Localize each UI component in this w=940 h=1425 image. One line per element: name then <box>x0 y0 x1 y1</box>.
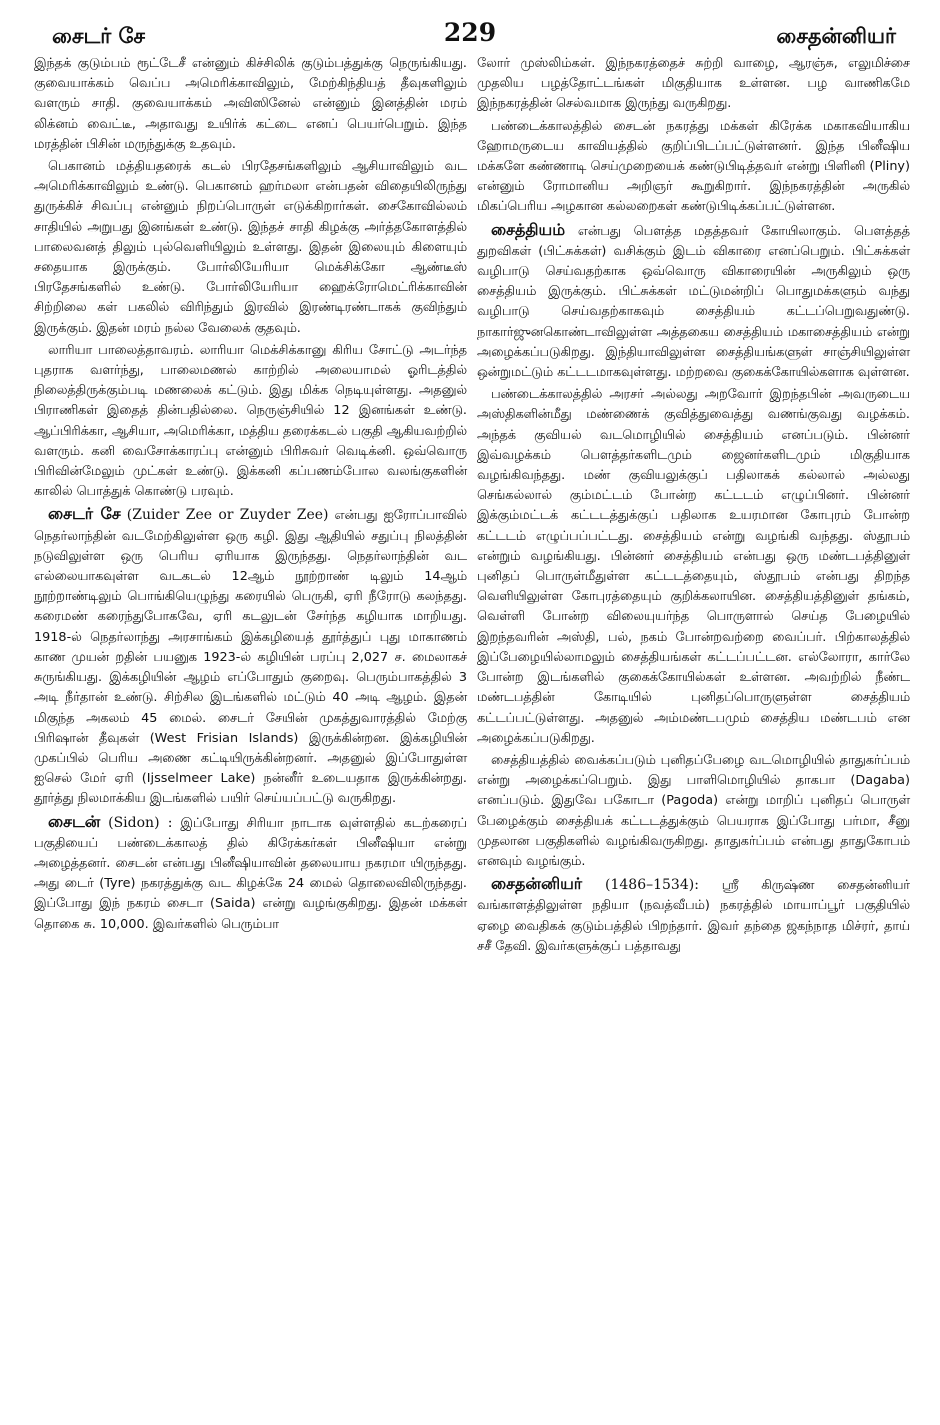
paragraph: சைத்தியத்தில் வைக்கப்படும் புனிதப்பேழை வடமொழியில் தாதுகர்ப்பம் என்று அழைக்கப்பெறும். இது பாளிமொழியில் தாகபா (Dagaba) எனப்படும். இதுவே பகோடா (Pagoda) என்று மாறிப் புனிதப் பொருள் பேழைக்கும் சைத்தியக் கட்டடத்துக்கும் பெயராக இப்போது பர்மா, சீனு முதலான பகுதிகளில் வழங்கிவருகிறது. தாதுகர்ப்பம் என்பது தாதுகோபம் எனவும் வழங்கும். <box>477 752 910 869</box>
entry-headword: சைத்தியம் <box>491 219 566 239</box>
paragraph: பண்டைக்காலத்தில் அரசர் அல்லது அறவோர் இறந்தபின் அவருடைய அஸ்திகளின்மீது மண்ணைக் குவித்துவைத்து வணங்குவது வழக்கம். அந்தக் குவியல் வடமொழியில் சைத்தியம் எனப்படும். பின்னர் இவ்வழக்கம் பௌத்தர்களிடமும் ஜைனர்களிடமும் மிகுதியாக வழங்கிவந்தது. மண் குவியலுக்குப் பதிலாகக் கல்லால் அல்லது செங்கல்லால் கும்மட்டம் போன்ற கட்டடம் எழுப்பினர். பின்னர் இக்கும்மட்டக் கட்டடத்துக்குப் பதிலாக உயரமான கோபுரம் போன்ற கட்டடம் எழுப்பப்பட்டது. சைத்தியம் என்று வழங்கி வந்தது. ஸ்தூபம் என்றும் வழங்கியது. பின்னர் சைத்தியம் என்பது ஒரு மண்டபத்தினுள் புனிதப் பொருள்மீதுள்ள கட்டடத்தையும், ஸ்தூபம் என்பது திறந்த வெளியிலுள்ள கோபுரத்தையும் குறிக்கலாயின. சைத்தியத்தினுள் தங்கம், வெள்ளி போன்ற விலையுயர்ந்த பொருளால் செய்த பேழையில் இறந்தவரின் அஸ்தி, பல், நகம் போன்றவற்றை வைப்பர். பிற்காலத்தில் இப்பேழையில்லாமலும் சைத்தியங்கள் கட்டப்பட்டன. எல்லோரா, கார்லே போன்ற இடங்களில் குகைக்கோயில்கள் உள்ளன. அவற்றில் நீண்ட மண்டபத்தின் கோடியில் புனிதப்பொருளுள்ள சைத்தியம் கட்டப்பட்டுள்ளது. அதனுல் அம்மண்டபமும் சைத்திய மண்டபம் என அழைக்கப்படுகிறது. <box>477 387 910 746</box>
entry-text: ஸ்ரீ கிருஷ்ண சைதன்னியர் வங்காளத்திலுள்ள நதியா (நவத்வீபம்) நகரத்தில் மாயாப்பூர் பகுதியில் ஏழை வைதிகக் குடும்பத்தில் பிறந்தார். இவர் தந்தை ஜகந்நாத மிச்ரர், தாய் சசீ தேவி. இவர்களுக்குப் பத்தாவது <box>477 878 910 954</box>
left-column <box>34 54 467 959</box>
entry-chaitanya <box>477 874 910 957</box>
page-header <box>22 0 918 54</box>
entry-sidon <box>34 812 467 935</box>
entry-subtitle: (Zuider Zee or Zuyder Zee) <box>126 507 329 524</box>
paragraph: பண்டைக்காலத்தில் சைடன் நகரத்து மக்கள் கிரேக்க மகாகவியாகிய ஹோமருடைய காவியத்தில் குறிப்பிடப்பட்டுள்ளனர். இந்த பினீஷிய மக்களே கண்ணாடி செய்முறையைக் கண்டுபிடித்தவர் என்று பிளினி (Pliny) என்னும் ரோமானிய அறிஞர் கூறுகிறார். இந்நகரத்தின் அருகில் மிகப்பெரிய அழகான கல்லறைகள் கண்டுபிடிக்கப்பட்டுள்ளன. <box>477 118 910 215</box>
entry-text: என்பது பௌத்த மதத்தவர் கோயிலாகும். பௌத்தத் துறவிகள் (பிட்சுக்கள்) வசிக்கும் இடம் விகாரை எனப்பெறும். பிட்சுக்கள் வழிபாடு செய்வதற்காக ஒவ்வொரு விகாரையின் அருகிலும் ஒரு சைத்தியம் இருக்கும். பிட்சுக்கள் மட்டுமன்றிப் பொதுமக்களும் வந்து வழிபாடு செய்வதற்காகவும் சைத்தியம் கட்டப்பெறுவதுண்டு. நாகார்ஜுனகொண்டாவிலுள்ள அத்தகைய சைத்தியம் மகாசைத்தியம் என்று அழைக்கப்படுகிறது. இந்தியாவிலுள்ள சைத்தியங்களுள் சாஞ்சியிலுள்ள ஒன்றுமட்டும் கட்டடமாகவுள்ளது. மற்றவை குகைக்கோயில்களாக வுள்ளன. <box>477 223 910 381</box>
entry-headword: சைடர் சே <box>48 504 121 524</box>
entry-subtitle: (Sidon) : <box>108 814 173 831</box>
entry-headword: சைதன்னியர் <box>491 874 583 894</box>
page-number: 229 <box>443 18 497 47</box>
entry-subtitle: (1486–1534): <box>605 877 699 894</box>
entry-zuider-zee <box>34 504 467 809</box>
right-column <box>477 54 910 959</box>
entry-headword: சைடன் <box>48 811 101 831</box>
two-column-body <box>22 54 918 959</box>
entry-text: இப்போது சிரியா நாடாக வுள்ளதில் கடற்கரைப் பகுதியைப் பண்டைக்காலத் தில் கிரேக்கர்கள் பினீஷியா என்று அழைத்தனர். சைடன் என்பது பினீஷியாவின் தலையாய நகரமா யிருந்தது. அது டைர் (Tyre) நகரத்துக்கு வட கிழக்கே 24 மைல் தொலைவிலிருந்தது. இப்போது இந் நகரம் சைடா (Saida) என்று வழங்குகிறது. இதன் மக்கள் தொகை சு. 10,000. இவர்களில் பெரும்பா <box>34 815 467 932</box>
running-head-left: சைடர் சே <box>52 24 146 48</box>
paragraph: லாரியா பாலைத்தாவரம். லாரியா மெக்சிக்கானு கிரிய சோட்டு அடர்ந்த புதராக வளர்ந்து, பாலைமணல் காற்றில் அலையாமல் ஓரிடத்தில் நிலைத்திருக்கும்படி மணலைக் கட்டும். இது மிக்க நெடியுள்ளது. அதனுல் பிராணிகள் இதைத் தின்பதில்லை. நெருஞ்சியில் 12 இனங்கள் உண்டு. ஆப்பிரிக்கா, ஆசியா, அமெரிக்கா, மத்திய தரைக்கடல் பகுதி ஆகியவற்றில் வளரும். கனி வைசோக்காரப்பு என்னும் பிரிசுவர் வெடிக்னி. ஒவ்வொரு பிரிவின்மேலும் முட்கள் உண்டு. இக்கனி கப்பணம்போல வலங்குகளின் காலில் பொத்துக் கொண்டு பரவும். <box>34 342 467 500</box>
entry-text: என்பது ஐரோப்பாவில் நெதர்லாந்தின் வடமேற்கிலுள்ள ஒரு கழி. இது ஆதியில் சதுப்பு நிலத்தின் நடுவிலுள்ள ஒரு பெரிய ஏரியாக இருந்தது. நெதர்லாந்தின் வட எல்லையாகவுள்ள வடகடல் 12ஆம் நூற்றாண் டிலும் 14ஆம் நூற்றாண்டிலும் பொங்கியெழுந்து கரையில் பெருகி, ஏரி நீரோடு கலந்தது. கரைமண் கரைந்துபோகவே, ஏரி கடலுடன் சேர்ந்த கழியாக மாறியது. 1918-ல் நெதர்லாந்து அரசாங்கம் இக்கழியைத் தூர்த்துப் புது மாகாணம் காண முயன் றதின் பயனுக 1923-ல் கழியின் பரப்பு 2,027 ச. மைலாகச் சுருங்கியது. இக்கழியின் ஆழம் எப்போதும் குறைவு. பெரும்பாகத்தில் 3 அடி நீர்தான் உண்டு. சிற்சில இடங்களில் மட்டும் 40 அடி ஆழம். இதன் மிகுந்த அகலம் 45 மைல். சைடர் சேயின் முகத்துவாரத்தில் மேற்கு பிரிஷான் தீவுகள் (West Frisian Islands) இருக்கின்றன. இக்கழியின் முகப்பில் பெரிய அணை கட்டியிருக்கின்றனர். அதனுல் இப்போதுள்ள ஐசெல் மேர் ஏரி (Ijsselmeer Lake) நன்னீர் உடையதாக இருக்கின்றது. தூர்த்து நிலமாக்கிய இடங்களில் பயிர் செய்யப்பட்டு வருகிறது. <box>34 508 468 807</box>
entry-chaityam <box>477 220 910 384</box>
paragraph: லோர் முஸ்லிம்கள். இந்நகரத்தைச் சுற்றி வாழை, ஆரஞ்சு, எலுமிச்சை முதலிய பழத்தோட்டங்கள் மிகுதியாக உள்ளன. பழ வாணிகமே இந்நகரத்தின் செல்வமாக இருந்து வருகிறது. <box>477 56 910 112</box>
paragraph: பெகானம் மத்தியதரைக் கடல் பிரதேசங்களிலும் ஆசியாவிலும் வட அமெரிக்காவிலும் உண்டு. பெகானம் ஹர்மலா என்பதன் விதையிலிருந்து துருக்கிச் சிவப்பு என்னும் நிறப்பொருள் எடுக்கிறார்கள். சைகோவில்லம் சாதியில் அறுபது இனங்கள் உண்டு. இந்தச் சாதி கிழக்கு அர்த்தகோளத்தில் பாலைவனத் திலும் புல்வெளியிலும் உள்ளது. இதன் இலையும் கிளையும் சதையாக இருக்கும். போர்லியேரியா மெக்சிக்கோ ஆண்டீஸ் பிரதேசங்களில் உண்டு. போர்லியேரியா ஹைக்ரோமெட்ரிக்காவின் சிற்றிலை கள் பகலில் விரிந்தும் இரவில் இரண்டிரண்டாகக் குவிந்தும் இருக்கும். இதன் மரம் நல்ல வேலைக் குதவும். <box>34 159 467 336</box>
running-head-right: சைதன்னியர் <box>776 24 896 48</box>
paragraph: இந்தக் குடும்பம் ரூட்டேசீ என்னும் கிச்சிலிக் குடும்பத்துக்கு நெருங்கியது. குவையாக்கம் வெப்ப அமெரிக்காவிலும், மேற்கிந்தியத் தீவுகளிலும் வளரும் சாதி. குவையாக்கம் அவிஸினேல் என்னும் இனத்தின் மரம் லிக்னம் வைட்டீ, அதாவது உயிர்க் கட்டை எனப் பெயர்பெறும். இந்த மரத்தின் பிசின் மருந்துக்கு உதவும். <box>34 56 467 152</box>
